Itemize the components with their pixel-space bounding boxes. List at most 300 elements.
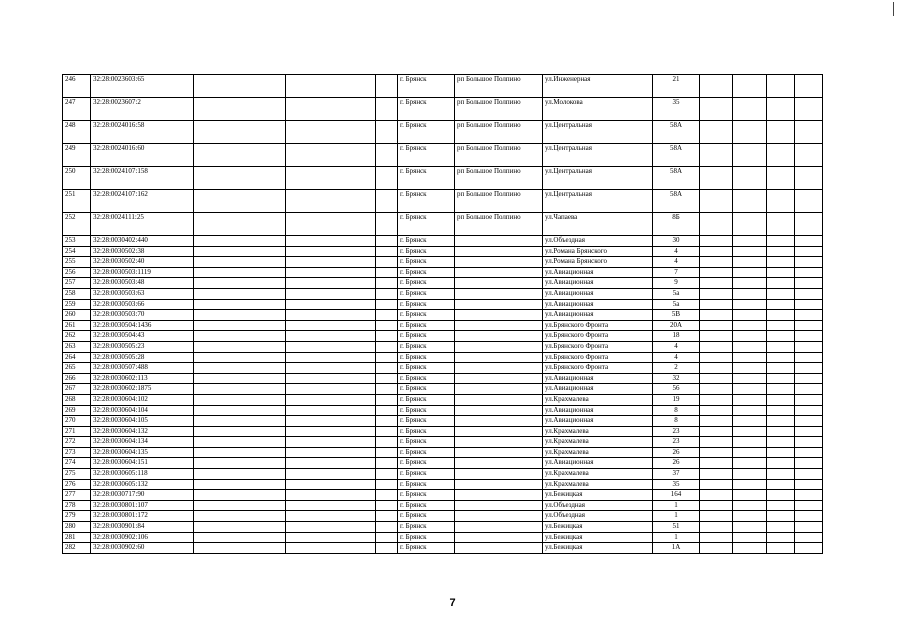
cell-row-number: 258: [63, 288, 91, 299]
cell-empty: [795, 490, 823, 501]
cell-city: г. Брянск: [398, 458, 455, 469]
cell-empty: [700, 405, 733, 416]
cell-empty: [700, 437, 733, 448]
cell-empty: [286, 121, 376, 144]
cell-row-number: 254: [63, 246, 91, 257]
cell-empty: [700, 373, 733, 384]
cell-row-number: 249: [63, 144, 91, 167]
cell-empty: [376, 288, 398, 299]
cell-empty: [700, 469, 733, 480]
cell-empty: [700, 310, 733, 321]
cell-row-number: 267: [63, 384, 91, 395]
cell-empty: [767, 190, 795, 213]
cell-row-number: 274: [63, 458, 91, 469]
cell-street: ул.Романа Брянского: [543, 257, 653, 268]
cell-cadastral-number: 32:28:0030602:113: [91, 373, 194, 384]
cell-empty: [194, 167, 286, 190]
cell-empty: [700, 288, 733, 299]
cell-empty: [286, 373, 376, 384]
cell-empty: [733, 299, 767, 310]
cell-empty: [376, 121, 398, 144]
cell-cadastral-number: 32:28:0030502:38: [91, 246, 194, 257]
cell-settlement: [455, 236, 543, 247]
cell-house-number: 30: [653, 236, 700, 247]
cell-cadastral-number: 32:28:0030604:102: [91, 394, 194, 405]
cell-empty: [286, 416, 376, 427]
cell-empty: [767, 479, 795, 490]
cell-house-number: 2: [653, 363, 700, 374]
cell-house-number: 1: [653, 532, 700, 543]
cell-empty: [700, 246, 733, 257]
cell-house-number: 26: [653, 447, 700, 458]
cell-empty: [700, 352, 733, 363]
cell-house-number: 5В: [653, 310, 700, 321]
cell-street: ул.Инженерная: [543, 75, 653, 98]
cell-settlement: [455, 257, 543, 268]
cell-house-number: 58А: [653, 144, 700, 167]
cell-settlement: [455, 511, 543, 522]
cell-row-number: 259: [63, 299, 91, 310]
cell-row-number: 252: [63, 213, 91, 236]
cell-empty: [194, 437, 286, 448]
cell-cadastral-number: 32:28:0030717:90: [91, 490, 194, 501]
cell-empty: [795, 246, 823, 257]
cell-cadastral-number: 32:28:0030502:40: [91, 257, 194, 268]
cell-empty: [767, 320, 795, 331]
cell-street: ул.Чапаева: [543, 213, 653, 236]
cell-street: ул.Центральная: [543, 167, 653, 190]
cell-city: г. Брянск: [398, 331, 455, 342]
cell-empty: [795, 394, 823, 405]
cell-settlement: [455, 363, 543, 374]
cell-empty: [767, 373, 795, 384]
table-row: [63, 479, 823, 490]
cell-cadastral-number: 32:28:0030605:118: [91, 469, 194, 480]
cell-empty: [194, 320, 286, 331]
cell-empty: [700, 98, 733, 121]
cell-empty: [376, 511, 398, 522]
cell-empty: [700, 384, 733, 395]
cell-empty: [194, 267, 286, 278]
cell-settlement: [455, 532, 543, 543]
cell-settlement: [455, 341, 543, 352]
cell-street: ул.Центральная: [543, 121, 653, 144]
cell-cadastral-number: 32:28:0030503:63: [91, 288, 194, 299]
cell-house-number: 58А: [653, 190, 700, 213]
cell-city: г. Брянск: [398, 447, 455, 458]
cell-city: г. Брянск: [398, 75, 455, 98]
cell-empty: [194, 373, 286, 384]
cell-empty: [376, 267, 398, 278]
cell-city: г. Брянск: [398, 257, 455, 268]
cell-city: г. Брянск: [398, 267, 455, 278]
cell-house-number: 18: [653, 331, 700, 342]
cell-settlement: [455, 543, 543, 554]
cell-empty: [733, 416, 767, 427]
cell-row-number: 281: [63, 532, 91, 543]
cell-empty: [376, 490, 398, 501]
cell-settlement: рп Большое Полпино: [455, 190, 543, 213]
cell-settlement: рп Большое Полпино: [455, 213, 543, 236]
cell-empty: [194, 522, 286, 533]
table-row: [63, 426, 823, 437]
cell-house-number: 9: [653, 278, 700, 289]
cell-empty: [376, 543, 398, 554]
cell-empty: [795, 458, 823, 469]
cell-settlement: [455, 384, 543, 395]
cell-empty: [795, 363, 823, 374]
property-registry-table: [62, 74, 823, 554]
cell-street: ул.Авиационная: [543, 373, 653, 384]
cell-cadastral-number: 32:28:0030902:106: [91, 532, 194, 543]
cell-street: ул.Крахмалева: [543, 479, 653, 490]
cell-empty: [700, 331, 733, 342]
cell-empty: [767, 288, 795, 299]
cell-empty: [795, 469, 823, 480]
cell-empty: [194, 426, 286, 437]
cell-empty: [286, 394, 376, 405]
cell-house-number: 5а: [653, 299, 700, 310]
cell-empty: [795, 98, 823, 121]
cell-empty: [795, 190, 823, 213]
cell-empty: [376, 416, 398, 427]
cell-row-number: 260: [63, 310, 91, 321]
cell-settlement: [455, 469, 543, 480]
cell-empty: [767, 75, 795, 98]
cell-row-number: 250: [63, 167, 91, 190]
cell-empty: [194, 257, 286, 268]
cell-row-number: 255: [63, 257, 91, 268]
cell-settlement: [455, 426, 543, 437]
cell-settlement: [455, 500, 543, 511]
table-row: [63, 278, 823, 289]
cell-empty: [700, 213, 733, 236]
cell-cadastral-number: 32:28:0030602:1875: [91, 384, 194, 395]
cell-empty: [767, 543, 795, 554]
cell-empty: [767, 267, 795, 278]
cell-empty: [733, 331, 767, 342]
cell-row-number: 282: [63, 543, 91, 554]
cell-street: ул.Авиационная: [543, 267, 653, 278]
cell-house-number: 51: [653, 522, 700, 533]
cell-empty: [376, 532, 398, 543]
cell-settlement: [455, 479, 543, 490]
cell-empty: [286, 458, 376, 469]
cell-empty: [733, 522, 767, 533]
table-row: [63, 490, 823, 501]
table-row: [63, 447, 823, 458]
cell-cadastral-number: 32:28:0030604:105: [91, 416, 194, 427]
table-row: [63, 416, 823, 427]
cell-row-number: 275: [63, 469, 91, 480]
cell-empty: [376, 426, 398, 437]
cell-empty: [733, 447, 767, 458]
cell-empty: [194, 416, 286, 427]
cell-city: г. Брянск: [398, 320, 455, 331]
cell-empty: [286, 384, 376, 395]
cell-street: ул.Объездная: [543, 500, 653, 511]
table-row: [63, 320, 823, 331]
cell-row-number: 264: [63, 352, 91, 363]
cell-settlement: [455, 352, 543, 363]
cell-empty: [733, 490, 767, 501]
cell-city: г. Брянск: [398, 490, 455, 501]
cell-empty: [733, 352, 767, 363]
cell-street: ул.Романа Брянского: [543, 246, 653, 257]
cell-row-number: 265: [63, 363, 91, 374]
cell-empty: [733, 278, 767, 289]
cell-empty: [733, 543, 767, 554]
cell-empty: [700, 394, 733, 405]
cell-settlement: [455, 288, 543, 299]
cell-row-number: 271: [63, 426, 91, 437]
cell-city: г. Брянск: [398, 121, 455, 144]
cell-settlement: [455, 416, 543, 427]
cell-empty: [194, 490, 286, 501]
cell-settlement: [455, 394, 543, 405]
cell-empty: [286, 532, 376, 543]
cell-street: ул.Авиационная: [543, 288, 653, 299]
cell-cadastral-number: 32:28:0024107:162: [91, 190, 194, 213]
cell-empty: [767, 352, 795, 363]
cell-street: ул.Брянского Фронта: [543, 363, 653, 374]
cell-empty: [194, 236, 286, 247]
cell-empty: [733, 257, 767, 268]
cell-street: ул.Крахмалева: [543, 437, 653, 448]
cell-cadastral-number: 32:28:0030503:1119: [91, 267, 194, 278]
cell-empty: [700, 363, 733, 374]
cell-empty: [376, 98, 398, 121]
cell-house-number: 23: [653, 437, 700, 448]
table-row: [63, 98, 823, 121]
cell-city: г. Брянск: [398, 543, 455, 554]
cell-empty: [733, 384, 767, 395]
cell-empty: [733, 458, 767, 469]
cell-empty: [767, 278, 795, 289]
cell-empty: [376, 331, 398, 342]
cell-empty: [795, 532, 823, 543]
cell-empty: [767, 144, 795, 167]
cell-empty: [194, 458, 286, 469]
cell-street: ул.Авиационная: [543, 416, 653, 427]
cell-empty: [194, 469, 286, 480]
cell-empty: [733, 500, 767, 511]
cell-empty: [795, 236, 823, 247]
cell-street: ул.Молокова: [543, 98, 653, 121]
cell-empty: [733, 405, 767, 416]
cell-street: ул.Бежицкая: [543, 543, 653, 554]
cell-empty: [376, 341, 398, 352]
cell-house-number: 23: [653, 426, 700, 437]
table-row: [63, 288, 823, 299]
cell-row-number: 247: [63, 98, 91, 121]
cell-empty: [376, 394, 398, 405]
cell-empty: [286, 75, 376, 98]
cell-settlement: [455, 320, 543, 331]
table-row: [63, 75, 823, 98]
table-row: [63, 121, 823, 144]
cell-empty: [767, 532, 795, 543]
cell-empty: [376, 167, 398, 190]
cell-empty: [795, 299, 823, 310]
cell-house-number: 4: [653, 341, 700, 352]
cell-empty: [795, 167, 823, 190]
cell-empty: [795, 331, 823, 342]
cell-empty: [733, 437, 767, 448]
cell-empty: [194, 121, 286, 144]
cell-empty: [767, 98, 795, 121]
cell-empty: [767, 341, 795, 352]
cell-empty: [733, 532, 767, 543]
cell-empty: [376, 458, 398, 469]
cell-empty: [733, 236, 767, 247]
cell-street: ул.Крахмалева: [543, 394, 653, 405]
cell-empty: [376, 310, 398, 321]
cell-cadastral-number: 32:28:0030504:1436: [91, 320, 194, 331]
cell-street: ул.Авиационная: [543, 278, 653, 289]
cell-street: ул.Центральная: [543, 190, 653, 213]
cell-row-number: 269: [63, 405, 91, 416]
cell-empty: [194, 511, 286, 522]
cell-street: ул.Бежицкая: [543, 522, 653, 533]
cell-cadastral-number: 32:28:0030505:23: [91, 341, 194, 352]
cell-empty: [733, 426, 767, 437]
cell-empty: [733, 167, 767, 190]
cell-city: г. Брянск: [398, 213, 455, 236]
cell-row-number: 253: [63, 236, 91, 247]
cell-empty: [700, 426, 733, 437]
cell-empty: [733, 469, 767, 480]
cell-house-number: 58А: [653, 167, 700, 190]
cell-city: г. Брянск: [398, 98, 455, 121]
cell-house-number: 37: [653, 469, 700, 480]
cell-empty: [795, 257, 823, 268]
cell-city: г. Брянск: [398, 479, 455, 490]
cell-street: ул.Центральная: [543, 144, 653, 167]
cell-empty: [376, 257, 398, 268]
cell-empty: [767, 469, 795, 480]
cell-empty: [194, 384, 286, 395]
cell-empty: [700, 190, 733, 213]
cell-empty: [733, 75, 767, 98]
cell-empty: [194, 331, 286, 342]
cell-settlement: рп Большое Полпино: [455, 121, 543, 144]
cell-settlement: [455, 331, 543, 342]
cell-empty: [194, 75, 286, 98]
cell-street: ул.Брянского Фронта: [543, 352, 653, 363]
cell-city: г. Брянск: [398, 394, 455, 405]
cell-empty: [700, 543, 733, 554]
cell-empty: [767, 121, 795, 144]
table-row: [63, 310, 823, 321]
cell-empty: [767, 310, 795, 321]
cell-empty: [286, 213, 376, 236]
cell-row-number: 262: [63, 331, 91, 342]
cell-empty: [376, 469, 398, 480]
cell-street: ул.Авиационная: [543, 310, 653, 321]
cell-settlement: [455, 437, 543, 448]
cell-empty: [376, 363, 398, 374]
cell-row-number: 251: [63, 190, 91, 213]
cell-empty: [767, 511, 795, 522]
cell-row-number: 279: [63, 511, 91, 522]
cell-empty: [795, 416, 823, 427]
cell-settlement: [455, 278, 543, 289]
cell-empty: [767, 384, 795, 395]
cell-empty: [767, 213, 795, 236]
cell-empty: [700, 75, 733, 98]
cell-cadastral-number: 32:28:0030503:48: [91, 278, 194, 289]
cell-city: г. Брянск: [398, 469, 455, 480]
cell-row-number: 277: [63, 490, 91, 501]
cell-empty: [376, 437, 398, 448]
cell-empty: [795, 278, 823, 289]
cell-street: ул.Крахмалева: [543, 447, 653, 458]
cell-empty: [767, 363, 795, 374]
cell-empty: [194, 310, 286, 321]
cell-cadastral-number: 32:28:0023607:2: [91, 98, 194, 121]
cell-empty: [733, 363, 767, 374]
cell-empty: [194, 394, 286, 405]
cell-empty: [376, 405, 398, 416]
table-row: [63, 267, 823, 278]
cell-cadastral-number: 32:28:0024107:158: [91, 167, 194, 190]
table-row: [63, 213, 823, 236]
cell-house-number: 35: [653, 98, 700, 121]
cell-row-number: 270: [63, 416, 91, 427]
table-row: [63, 384, 823, 395]
cell-settlement: [455, 447, 543, 458]
cell-empty: [733, 394, 767, 405]
cell-empty: [286, 479, 376, 490]
cell-city: г. Брянск: [398, 384, 455, 395]
cell-house-number: 4: [653, 246, 700, 257]
cell-street: ул.Крахмалева: [543, 469, 653, 480]
cell-cadastral-number: 32:28:0030505:28: [91, 352, 194, 363]
cell-empty: [700, 341, 733, 352]
cell-empty: [194, 532, 286, 543]
cell-empty: [733, 190, 767, 213]
cell-empty: [795, 373, 823, 384]
cell-empty: [733, 479, 767, 490]
cell-cadastral-number: 32:28:0030801:107: [91, 500, 194, 511]
cell-empty: [194, 352, 286, 363]
cell-house-number: 32: [653, 373, 700, 384]
cell-empty: [194, 288, 286, 299]
cell-empty: [194, 341, 286, 352]
cell-empty: [767, 257, 795, 268]
cell-house-number: 1А: [653, 543, 700, 554]
cell-settlement: [455, 522, 543, 533]
cell-city: г. Брянск: [398, 236, 455, 247]
cell-city: г. Брянск: [398, 299, 455, 310]
cell-empty: [376, 278, 398, 289]
cell-empty: [767, 437, 795, 448]
cell-settlement: [455, 299, 543, 310]
cell-row-number: 246: [63, 75, 91, 98]
cell-row-number: 263: [63, 341, 91, 352]
cell-settlement: рп Большое Полпино: [455, 98, 543, 121]
page-number: 7: [449, 597, 456, 609]
cell-empty: [286, 437, 376, 448]
cell-empty: [376, 213, 398, 236]
cell-empty: [767, 167, 795, 190]
cell-cadastral-number: 32:28:0030604:104: [91, 405, 194, 416]
cell-empty: [376, 522, 398, 533]
cell-empty: [700, 144, 733, 167]
cell-empty: [194, 447, 286, 458]
cell-empty: [194, 405, 286, 416]
